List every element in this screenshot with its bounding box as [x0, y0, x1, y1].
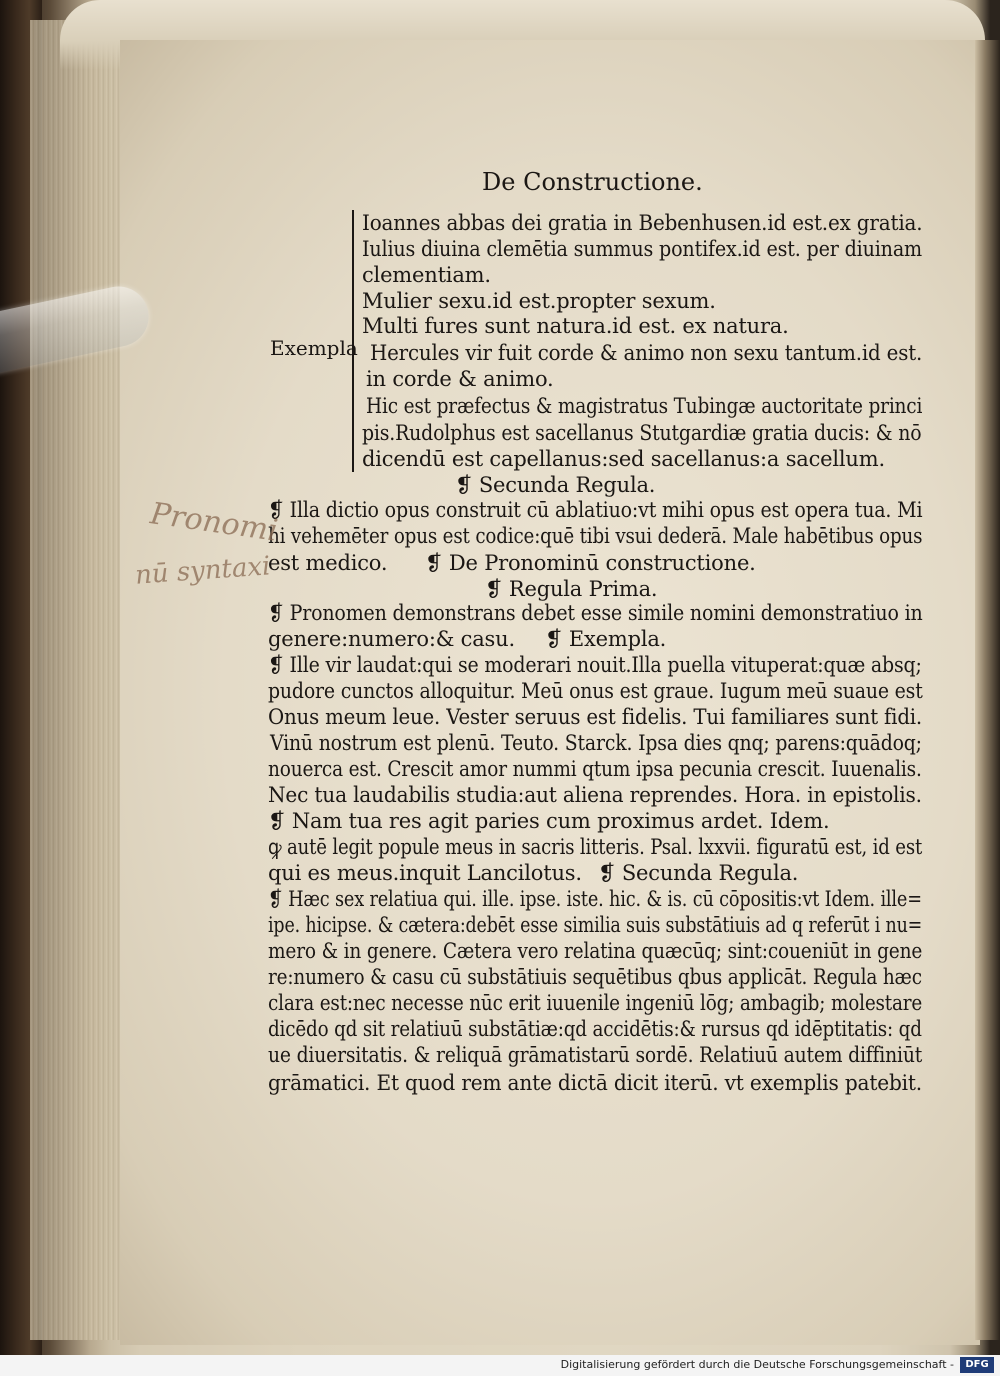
page-title: De Constructione.: [482, 168, 703, 196]
margin-note: Pronomi: [148, 496, 280, 549]
text-line: mero & in genere. Cætera vero relatina quæcūq; sint:coueniūt in gene: [268, 939, 923, 963]
text-line: Mulier sexu.id est.propter sexum.: [362, 289, 716, 313]
text-line: Vinū nostrum est plenū. Teuto. Starck. Ipsa dies qnq; parens:quādoq;: [270, 731, 922, 755]
text-line: Onus meum leue. Vester seruus est fidelis. Tui familiares sunt fidi.: [268, 705, 923, 729]
exempla-label: Exempla: [270, 336, 358, 360]
text-line: ❡ Hæc sex relatiua qui. ille. ipse. iste. hic. & is. cū cōpositis:vt Idem. ille=: [268, 887, 922, 911]
text-line: Iulius diuina clemētia summus pontifex.id est. per diuinam: [362, 237, 923, 261]
text-line: Nec tua laudabilis studia:aut aliena reprendes. Hora. in epistolis.: [268, 783, 922, 807]
section-heading: ❡ Secunda Regula.: [455, 473, 656, 497]
text-line: ❡ Pronomen demonstrans debet esse simile nomini demonstratiuo in: [268, 601, 923, 625]
section-heading: ❡ Secunda Regula.: [598, 861, 799, 885]
text-line: pis.Rudolphus est sacellanus Stutgardiæ gratia ducis: & nō: [362, 421, 922, 445]
text-line: hi vehemēter opus est codice:quē tibi vsui dederā. Male habētibus opus: [268, 524, 923, 548]
text-line: grāmatici. Et quod rem ante dictā dicit iterū. vt exemplis patebit.: [268, 1071, 922, 1095]
margin-note: nū syntaxi: [134, 551, 272, 591]
text-line: in corde & animo.: [366, 367, 554, 391]
text-line: Hercules vir fuit corde & animo non sexu tantum.id est.: [370, 341, 923, 365]
text-line: Ioannes abbas dei gratia in Bebenhusen.id est.ex gratia.: [362, 211, 923, 235]
text-line: dicendū est capellanus:sed sacellanus:a sacellum.: [362, 447, 885, 471]
section-heading: ❡ Exempla.: [545, 627, 667, 651]
text-line: ❡ Nam tua res agit paries cum proximus ardet. Idem.: [268, 809, 830, 833]
section-heading: ❡ Regula Prima.: [485, 577, 658, 601]
text-line: Multi fures sunt natura.id est. ex natura.: [362, 314, 789, 338]
text-line: clara est:nec necesse nūc erit iuuenile ingeniū lōg; ambagib; molestare: [268, 991, 923, 1015]
text-line: nouerca est. Crescit amor nummi qtum ipsa pecunia crescit. Iuuenalis.: [268, 757, 922, 781]
text-line: ❡ Illa dictio opus construit cū ablatiuo:vt mihi opus est opera tua. Mi: [268, 498, 923, 522]
text-line: est medico.: [268, 551, 388, 575]
dfg-logo: DFG: [960, 1357, 994, 1373]
text-line: ue diuersitatis. & reliquā grāmatistarū sordē. Relatiuū autem diffiniūt: [268, 1043, 923, 1067]
text-line: clementiam.: [362, 263, 491, 287]
footer-credit: Digitalisierung gefördert durch die Deutsche Forschungsgemeinschaft -: [560, 1358, 954, 1371]
section-heading: ❡ De Pronominū constructione.: [425, 551, 756, 575]
text-line: genere:numero:& casu.: [268, 627, 515, 651]
text-line: ipe. hicipse. & cætera:debēt esse similia suis substātiuis ad q referūt i nu=: [268, 913, 923, 937]
text-line: dicēdo qd sit relatiuū substātiæ:qd accidētis:& rursus qd idēptitatis: qd: [268, 1017, 922, 1041]
text-line: ❡ Ille vir laudat:qui se moderari nouit.Illa puella vituperat:quæ absq;: [268, 653, 922, 677]
text-line: qui es meus.inquit Lancilotus.: [268, 861, 582, 885]
text-line: ꝙ autē legit popule meus in sacris litteris. Psal. lxxvii. figuratū est, id est: [268, 835, 923, 859]
text-line: re:numero & casu cū substātiuis sequētibus qbus applicāt. Regula hæc: [268, 965, 922, 989]
text-line: Hic est præfectus & magistratus Tubingæ auctoritate princi: [366, 394, 923, 418]
text-line: pudore cunctos alloquitur. Meū onus est graue. Iugum meū suaue est: [268, 679, 923, 703]
